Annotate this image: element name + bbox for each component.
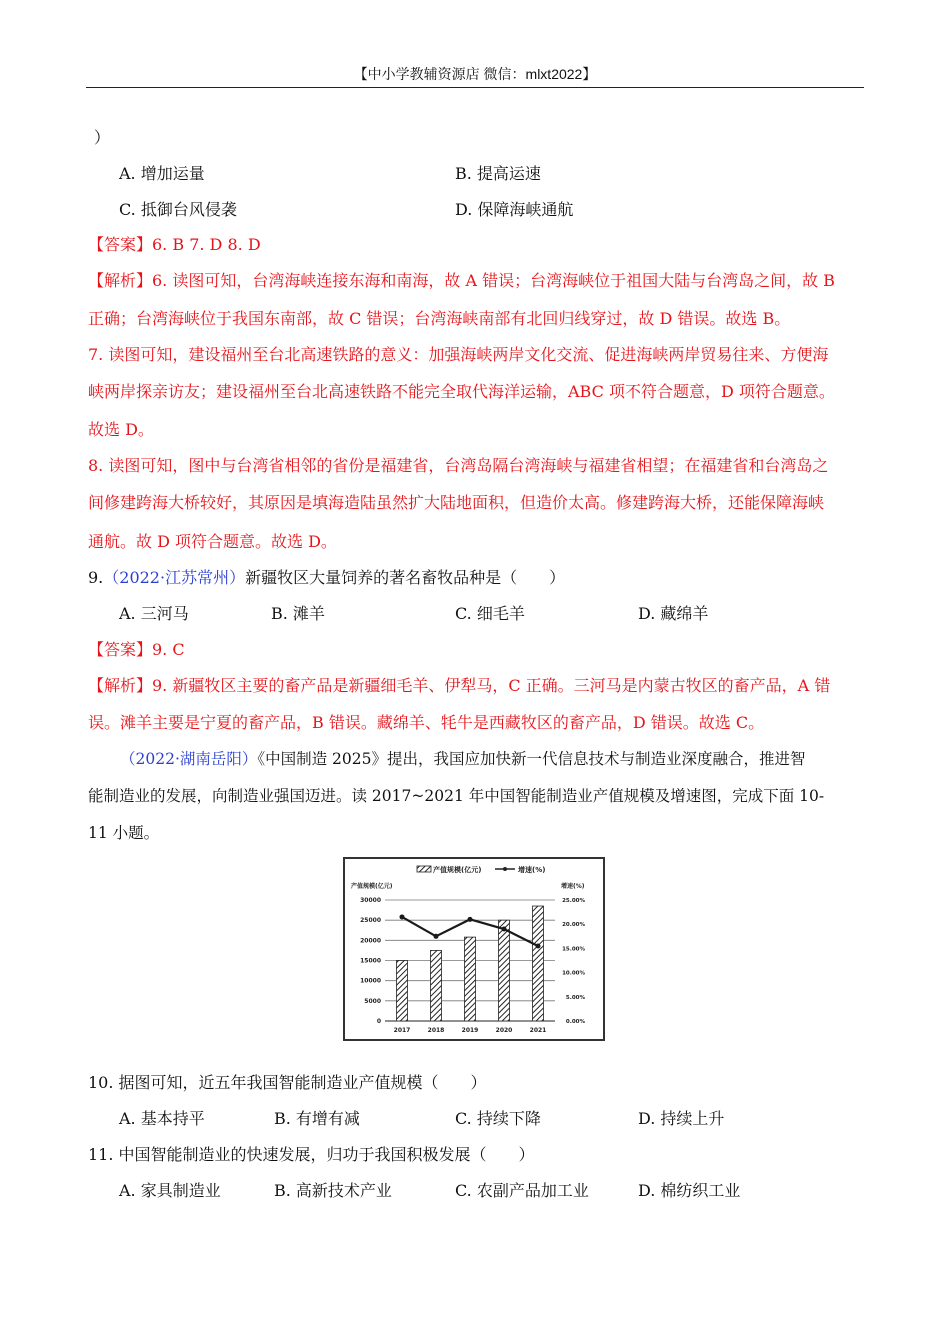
growth-point-2021 <box>536 943 541 948</box>
q9-option-a: A. 三河马 <box>119 604 189 623</box>
answer-9: 【答案】9. C <box>88 640 185 659</box>
answer-6-8: 【答案】6. B 7. D 8. D <box>88 235 261 254</box>
y-left-tick-label: 30000 <box>360 897 381 904</box>
analysis-8-line1: 8. 读图可知，图中与台湾省相邻的省份是福建省，台湾岛隔台湾海峡与福建省相望；在福建省和台湾岛之 <box>88 456 829 475</box>
x-tick-label: 2018 <box>427 1027 445 1034</box>
y-right-tick-label: 0.00% <box>565 1019 585 1025</box>
industry-chart <box>343 857 605 1041</box>
analysis-6-line2: 正确；台湾海峡位于我国东南部，故 C 错误；台湾海峡南部有北回归线穿过，故 D 错误。故选 B。 <box>88 309 791 328</box>
x-tick-label: 2019 <box>461 1027 479 1034</box>
growth-point-2018 <box>434 934 439 939</box>
y-right-tick-label: 20.00% <box>562 922 585 929</box>
y-left-tick-label: 25000 <box>360 917 381 925</box>
bar-2020 <box>499 920 510 1021</box>
y-left-tick-label: 20000 <box>360 937 381 945</box>
y-right-label: 增速(%) <box>561 883 585 890</box>
y-left-tick-label: 5000 <box>364 997 381 1005</box>
growth-point-2020 <box>502 927 507 932</box>
q9-option-c: C. 细毛羊 <box>455 604 525 623</box>
q8-closing-paren: ） <box>94 128 111 147</box>
chart-legend <box>417 865 545 874</box>
q9-number: 9. <box>88 568 104 587</box>
intro-source: （2022·湖南岳阳） <box>120 750 258 768</box>
bar-2021 <box>533 906 544 1021</box>
analysis-8-line3: 通航。故 D 项符合题意。故选 D。 <box>88 532 337 551</box>
q8-option-c: C. 抵御台风侵袭 <box>119 200 237 219</box>
q10-option-d: D. 持续上升 <box>638 1109 725 1128</box>
analysis-6-line1: 【解析】6. 读图可知，台湾海峡连接东海和南海，故 A 错误；台湾海峡位于祖国大陆与台湾岛之间，故 B <box>88 271 835 290</box>
growth-point-2017 <box>400 914 405 919</box>
y-right-tick-label: 5.00% <box>565 994 585 1001</box>
legend-bar-label: 产值规模(亿元) <box>433 866 482 874</box>
growth-point-2019 <box>468 917 473 922</box>
intro-line2: 能制造业的发展，向制造业强国迈进。读 2017~2021 年中国智能制造业产值规模及增速图，完成下面 10- <box>88 787 825 805</box>
y-left-tick-label: 0 <box>376 1018 381 1025</box>
q9-stem: 新疆牧区大量饲养的著名畜牧品种是（ ） <box>245 568 566 587</box>
q8-option-d: D. 保障海峡通航 <box>455 200 574 219</box>
y-right-tick-label: 15.00% <box>562 946 585 953</box>
y-left-label: 产值规模(亿元) <box>351 883 393 890</box>
question-11: 11. 中国智能制造业的快速发展，归功于我国积极发展（ ） <box>88 1145 535 1164</box>
header-divider <box>86 87 864 88</box>
chart-svg <box>343 857 605 1041</box>
bar-2017 <box>397 961 408 1022</box>
q10-option-a: A. 基本持平 <box>119 1109 205 1128</box>
q11-option-c: C. 农副产品加工业 <box>455 1181 589 1200</box>
analysis-9-line1: 【解析】9. 新疆牧区主要的畜产品是新疆细毛羊、伊犁马，C 正确。三河马是内蒙古牧区的畜产品，A 错 <box>88 676 831 695</box>
question-9 <box>88 567 565 589</box>
analysis-7-line3: 故选 D。 <box>88 420 154 439</box>
x-tick-label: 2021 <box>529 1027 547 1034</box>
y-left-tick-label: 10000 <box>360 977 381 985</box>
analysis-9-line2: 误。滩羊主要是宁夏的畜产品，B 错误。藏绵羊、牦牛是西藏牧区的畜产品，D 错误。故选 C。 <box>88 713 765 732</box>
question-10: 10. 据图可知，近五年我国智能制造业产值规模（ ） <box>88 1073 487 1092</box>
bar-2019 <box>465 937 476 1021</box>
q9-source: （2022·江苏常州） <box>103 568 246 587</box>
y-right-tick-label: 10.00% <box>562 970 585 977</box>
q10-option-b: B. 有增有减 <box>274 1109 360 1128</box>
legend-line-label: 增速(%) <box>518 866 546 874</box>
y-right-tick-label: 25.00% <box>562 898 585 904</box>
bar-2018 <box>431 950 442 1021</box>
q9-option-b: B. 滩羊 <box>271 604 325 623</box>
legend-bar-swatch <box>417 866 431 872</box>
q10-option-c: C. 持续下降 <box>455 1109 541 1128</box>
q11-option-d: D. 棉纺织工业 <box>638 1181 741 1200</box>
analysis-7-line1: 7. 读图可知，建设福州至台北高速铁路的意义：加强海峡两岸文化交流、促进海峡两岸贸易往来、方便海 <box>88 345 829 364</box>
legend-line-marker <box>503 867 507 871</box>
intro-text-1: 《中国制造 2025》提出，我国应加快新一代信息技术与制造业深度融合，推进智 <box>257 750 806 768</box>
analysis-7-line2: 峡两岸探亲访友；建设福州至台北高速铁路不能完全取代海洋运输，ABC 项不符合题意，D 项符合题意。 <box>88 382 835 401</box>
intro-line3: 11 小题。 <box>88 824 160 842</box>
q9-option-d: D. 藏绵羊 <box>638 604 709 623</box>
intro-line1 <box>120 748 806 770</box>
x-tick-label: 2020 <box>495 1027 513 1034</box>
q8-option-a: A. 增加运量 <box>119 164 205 183</box>
analysis-8-line2: 间修建跨海大桥较好，其原因是填海造陆虽然扩大陆地面积，但造价太高。修建跨海大桥，还能保障海峡 <box>88 493 825 512</box>
y-left-tick-label: 15000 <box>360 957 381 965</box>
q8-option-b: B. 提高运速 <box>455 164 541 183</box>
q11-option-b: B. 高新技术产业 <box>274 1181 392 1200</box>
page-header: 【中小学教辅资源店 微信：mlxt2022】 <box>353 66 597 82</box>
q11-option-a: A. 家具制造业 <box>119 1181 221 1200</box>
x-tick-label: 2017 <box>393 1027 411 1034</box>
